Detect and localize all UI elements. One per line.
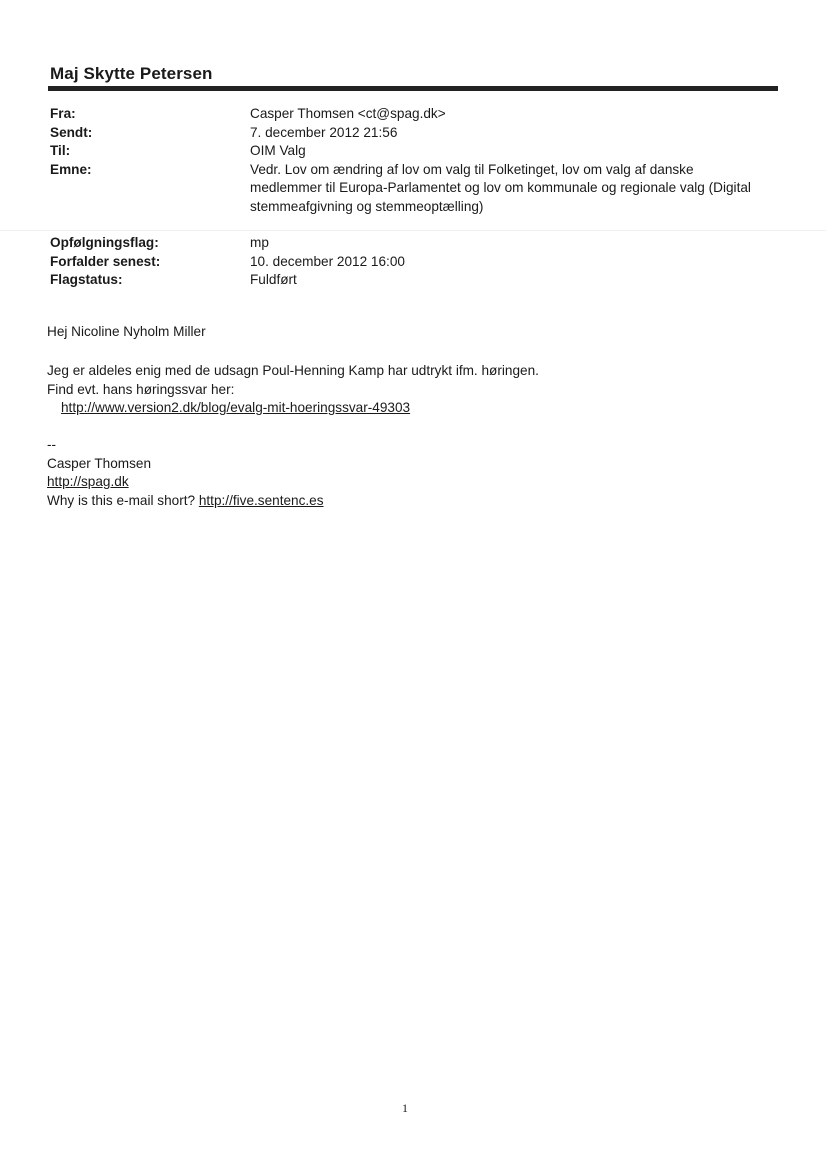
body-line-agree: Jeg er aldeles enig med de udsagn Poul-Henning Kamp har udtrykt ifm. høringen. — [47, 363, 539, 378]
from-label: Fra: — [50, 106, 76, 121]
to-value: OIM Valg — [250, 143, 306, 158]
body-greeting: Hej Nicoline Nyholm Miller — [47, 324, 206, 339]
header-divider — [0, 230, 826, 231]
signature-separator: -- — [47, 437, 57, 452]
status-label: Flagstatus: — [50, 272, 123, 287]
status-value: Fuldført — [250, 272, 297, 287]
mailbox-owner-name: Maj Skytte Petersen — [50, 64, 213, 83]
spag-link[interactable]: http://spag.dk — [47, 474, 129, 489]
owner-underline-rule — [48, 86, 778, 91]
from-value: Casper Thomsen <ct@spag.dk> — [250, 106, 446, 121]
sent-label: Sendt: — [50, 124, 93, 140]
signature-short-row — [47, 492, 324, 511]
signature-link-row — [47, 473, 129, 492]
hoeringssvar-link[interactable]: http://www.version2.dk/blog/evalg-mit-hoeringssvar-49303 — [61, 400, 411, 415]
sent-value: 7. december 2012 21:56 — [250, 124, 398, 140]
body-link-row — [61, 399, 410, 418]
followup-value: mp — [250, 235, 269, 250]
short-mail-text: Why is this e-mail short? — [47, 492, 196, 508]
signature-name: Casper Thomsen — [47, 455, 152, 471]
to-label: Til: — [50, 143, 71, 158]
subject-label: Emne: — [50, 161, 92, 177]
page-number: 1 — [402, 1101, 408, 1115]
body-line-find: Find evt. hans høringssvar her: — [47, 381, 235, 397]
five-sentences-link[interactable]: http://five.sentenc.es — [198, 492, 324, 508]
due-label: Forfalder senest: — [50, 253, 161, 269]
followup-label: Opfølgningsflag: — [50, 235, 159, 250]
subject-value: Vedr. Lov om ændring af lov om valg til Folketinget, lov om valg af danske medlemmer til Europa-Parlamentet og lov om kommunale og regionale valg (Digital stemmeafgivning og stemmeoptælling) — [250, 161, 751, 214]
due-value: 10. december 2012 16:00 — [250, 253, 405, 269]
